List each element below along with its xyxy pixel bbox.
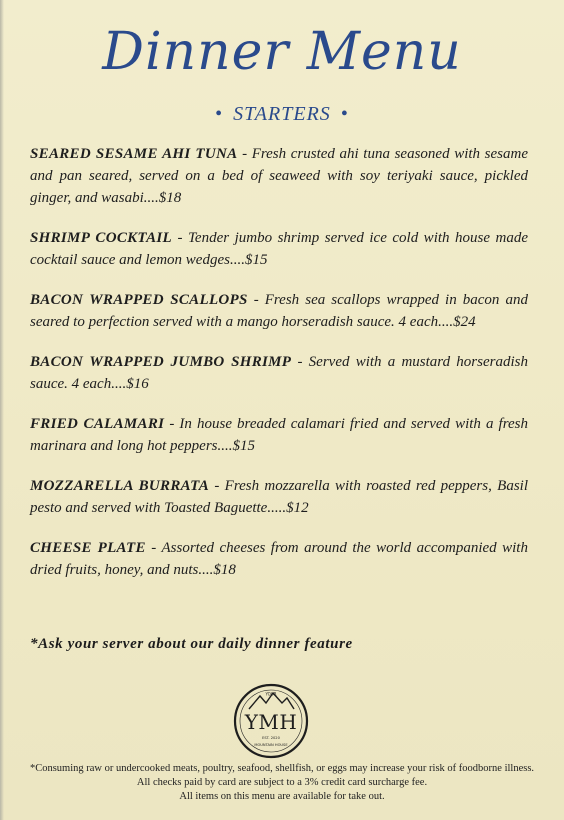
menu-item-fried-calamari bbox=[30, 413, 528, 457]
menu-title: Dinner Menu bbox=[102, 22, 462, 82]
menu-item-description: - In house breaded calamari fried and served with a fresh marinara and long hot peppers....$15 bbox=[30, 416, 528, 454]
menu-items-list bbox=[30, 143, 528, 599]
menu-item-mozzarella-burrata bbox=[30, 475, 528, 519]
logo-top-text: YOUR bbox=[265, 691, 277, 697]
menu-item-ahi-tuna bbox=[30, 143, 528, 209]
bullet-left: • bbox=[215, 103, 224, 125]
menu-item-name: BACON WRAPPED JUMBO SHRIMP bbox=[30, 354, 292, 370]
menu-item-bacon-shrimp bbox=[30, 351, 528, 395]
menu-item-description: - Fresh sea scallops wrapped in bacon and seared to perfection served with a mango horseradish sauce. 4 each....$24 bbox=[30, 292, 528, 330]
logo-monogram: YMH bbox=[244, 710, 298, 734]
menu-item-name: FRIED CALAMARI bbox=[30, 416, 165, 432]
menu-item-name: CHEESE PLATE bbox=[30, 540, 146, 556]
section-heading-label: STARTERS bbox=[233, 103, 331, 125]
logo-bottom-text: MOUNTAIN HOUSE bbox=[254, 743, 288, 747]
menu-item-name: MOZZARELLA BURRATA bbox=[30, 478, 210, 494]
section-heading bbox=[0, 103, 564, 126]
card-surcharge-notice: All checks paid by card are subject to a 3% credit card surcharge fee. bbox=[136, 777, 428, 788]
menu-item-description: - Fresh mozzarella with roasted red peppers, Basil pesto and served with Toasted Baguette.....$12 bbox=[30, 478, 528, 516]
daily-feature-note: *Ask your server about our daily dinner feature bbox=[30, 636, 353, 652]
logo-est-text: EST. 2020 bbox=[262, 736, 280, 740]
menu-item-description: - Tender jumbo shrimp served ice cold with house made cocktail sauce and lemon wedges....$15 bbox=[30, 230, 528, 268]
menu-item-description: - Fresh crusted ahi tuna seasoned with sesame and pan seared, served on a bed of seaweed with soy teriyaki sauce, pickled ginger, and wasabi....$18 bbox=[30, 146, 528, 206]
mountain-house-logo-icon bbox=[233, 683, 309, 759]
menu-item-description: - Served with a mustard horseradish sauce. 4 each....$16 bbox=[30, 354, 528, 392]
menu-item-bacon-scallops bbox=[30, 289, 528, 333]
menu-item-name: SHRIMP COCKTAIL bbox=[30, 230, 172, 246]
menu-item-cheese-plate bbox=[30, 537, 528, 581]
bullet-right: • bbox=[340, 103, 349, 125]
take-out-notice: All items on this menu are available for take out. bbox=[179, 791, 385, 802]
menu-item-shrimp-cocktail bbox=[30, 227, 528, 271]
menu-footer bbox=[0, 762, 564, 804]
foodborne-illness-disclaimer: *Consuming raw or undercooked meats, poultry, seafood, shellfish, or eggs may increase your risk of foodborne illness. bbox=[29, 763, 535, 774]
menu-item-name: BACON WRAPPED SCALLOPS bbox=[30, 292, 248, 308]
menu-item-description: - Assorted cheeses from around the world accompanied with dried fruits, honey, and nuts....$18 bbox=[30, 540, 528, 578]
menu-item-name: SEARED SESAME AHI TUNA bbox=[30, 146, 238, 162]
